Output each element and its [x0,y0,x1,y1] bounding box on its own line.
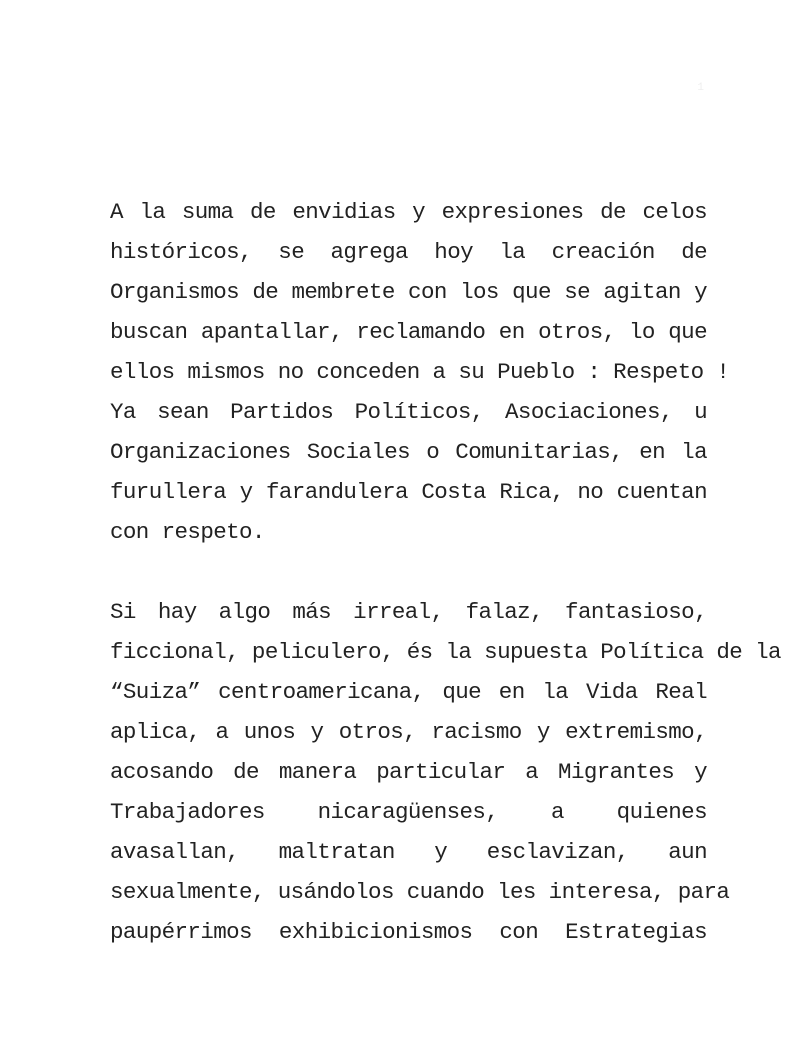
text-line: buscan apantallar, reclamando en otros, lo que [110,319,707,345]
text-line: ficcional, peliculero, és la supuesta Política de la [110,639,781,665]
paragraph-1 [110,192,730,552]
paragraph-2 [110,592,781,952]
text-line: históricos, se agrega hoy la creación de [110,239,707,265]
text-line: A la suma de envidias y expresiones de celos [110,199,707,225]
text-line: Organizaciones Sociales o Comunitarias, en la [110,439,707,465]
text-line: avasallan, maltratan y esclavizan, aun [110,839,707,865]
text-line: Trabajadores nicaragüenses, a quienes [110,799,707,825]
text-line: acosando de manera particular a Migrantes y [110,759,707,785]
text-line: sexualmente, usándolos cuando les interesa, para [110,879,730,905]
body-text [110,192,781,952]
text-line: “Suiza” centroamericana, que en la Vida Real [110,679,707,705]
text-line: paupérrimos exhibicionismos con Estrategias [110,919,707,945]
text-line: Si hay algo más irreal, falaz, fantasioso, [110,599,707,625]
page-number: 1 [697,82,704,94]
text-line: furullera y farandulera Costa Rica, no cuentan [110,479,707,505]
text-line: aplica, a unos y otros, racismo y extremismo, [110,719,707,745]
text-line: con respeto. [110,519,265,545]
text-line: Organismos de membrete con los que se agitan y [110,279,707,305]
text-line: Ya sean Partidos Políticos, Asociaciones, u [110,399,707,425]
text-line: ellos mismos no conceden a su Pueblo : Respeto ! [110,359,730,385]
